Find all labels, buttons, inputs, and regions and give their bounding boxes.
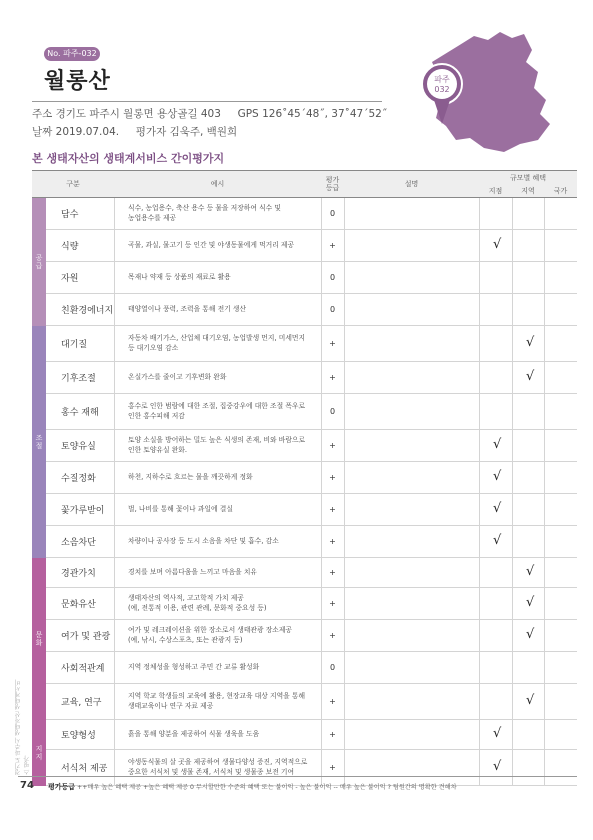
address-value: 경기도 파주시 월롱면 용상골길 403 [55,108,221,120]
column-divider [479,198,480,229]
benefit-check-region: √ [526,369,535,384]
column-divider [321,720,322,749]
date-value: 2019.07.04. [55,126,120,138]
column-divider [512,588,513,619]
description-cell [344,558,479,587]
column-divider [479,230,480,261]
grade-value: + [329,599,336,608]
table-row [46,394,577,430]
service-example [114,620,321,651]
column-divider [479,588,480,619]
benefit-check-point: √ [493,759,502,774]
table-row [46,588,577,620]
header-scope-region: 지역 [521,187,535,195]
map-marker-number: 032 [434,85,450,94]
page-title: 월롱산 [44,69,111,94]
column-divider [344,494,345,525]
service-name: 꽃가루받이 [61,506,105,516]
description-cell [344,494,479,525]
service-name: 친환경에너지 [61,306,114,316]
example-line: 인한 홍수피해 저감 [128,411,185,420]
table-row [46,750,577,786]
service-example [114,588,321,619]
column-divider [512,362,513,393]
benefit-check-region: √ [526,335,535,350]
description-cell [344,198,479,229]
gps-value: 126˚45´48˝, 37˚47´52˝ [262,108,388,120]
service-name: 자원 [61,274,79,284]
column-divider [512,620,513,651]
column-divider [114,684,115,719]
service-example [114,326,321,361]
column-divider [544,750,545,785]
column-divider [512,326,513,361]
service-name: 토양형성 [61,731,96,741]
service-example [114,362,321,393]
description-cell [344,394,479,429]
grade-value: 0 [329,407,336,416]
benefit-check-point: √ [493,533,502,548]
table-row [46,362,577,394]
location-map-icon [400,28,560,158]
benefit-check-region: √ [526,564,535,579]
column-divider [544,526,545,557]
column-divider [344,684,345,719]
column-divider [544,652,545,683]
service-example [114,394,321,429]
column-divider [114,198,115,229]
table-row [46,430,577,462]
column-divider [479,294,480,325]
column-divider [114,462,115,493]
service-name: 소음차단 [61,538,96,548]
entry-number-badge: No. 파주-032 [44,47,100,61]
service-name: 기후조절 [61,374,96,384]
evaluation-table [32,170,577,776]
header-grade [321,171,344,199]
column-divider [114,362,115,393]
column-divider [321,198,322,229]
table-row [46,558,577,588]
column-divider [512,558,513,587]
example-line: 생태자산의 역사적, 고고학적 가치 제공 [128,593,244,602]
column-divider [479,462,480,493]
service-example [114,198,321,229]
date-label: 날짜 [32,126,53,138]
example-line: 차량이나 공사장 등 도시 소음을 차단 및 흡수, 감소 [128,536,279,545]
benefit-check-region: √ [526,627,535,642]
legend-text: ++매우 높은 혜택 제공 +높은 혜택 제공 0 무시할만한 수준의 혜택 또는 불이익 - 높은 불이익 -- 매우 높은 불이익 ? 팀원간의 명확한 견해차 [77,784,457,791]
service-example [114,230,321,261]
table-row [46,230,577,262]
grade-value: + [329,339,336,348]
header-description: 설명 [404,180,419,189]
side-caption: 경기도 파주시 생태자산 생태계서비스 평가 [15,679,31,775]
date-line [32,124,237,139]
header-grade-line2: 등급 [325,184,340,192]
column-divider [114,588,115,619]
grade-value: + [329,241,336,250]
group-label-bar [32,558,46,720]
description-cell [344,620,479,651]
column-divider [321,494,322,525]
benefit-check-region: √ [526,693,535,708]
column-divider [512,294,513,325]
service-name: 담수 [61,210,79,220]
title-divider [32,101,382,102]
example-line: 흙을 통해 양분을 제공하여 식물 생육을 도움 [128,729,260,738]
grade-value: + [329,373,336,382]
description-cell [344,684,479,719]
column-divider [321,230,322,261]
benefit-check-region: √ [526,595,535,610]
grade-value: + [329,763,336,772]
grade-value: + [329,537,336,546]
column-divider [344,294,345,325]
page-number: 74 [20,780,34,791]
column-divider [344,620,345,651]
example-line: 곡물, 과실, 물고기 등 인간 및 야생동물에게 먹거리 제공 [128,240,295,249]
benefit-check-point: √ [493,501,502,516]
example-line: 지역 학교 학생들의 교육에 활용, 현장교육 대상 지역을 통해 [128,691,306,700]
benefit-check-point: √ [493,726,502,741]
column-divider [114,262,115,293]
table-row [46,684,577,720]
example-line: 야생동식물의 살 곳을 제공하여 생물다양성 증진, 지역적으로 [128,757,308,766]
column-divider [479,684,480,719]
table-row [46,198,577,230]
column-divider [512,494,513,525]
header-example: 예시 [210,180,225,189]
column-divider [544,262,545,293]
example-line: 식수, 농업용수, 축산 용수 등 물을 저장하여 식수 및 [128,203,281,212]
column-divider [544,588,545,619]
description-cell [344,362,479,393]
header-scope-nation: 국가 [553,187,568,195]
example-line: 온실가스를 줄이고 기후변화 완화 [128,372,227,381]
column-divider [344,462,345,493]
table-row [46,326,577,362]
column-divider [321,684,322,719]
header-category: 구분 [66,180,80,189]
service-example [114,684,321,719]
column-divider [512,430,513,461]
grade-value: + [329,631,336,640]
column-divider [479,262,480,293]
column-divider [114,750,115,785]
service-example [114,750,321,785]
grade-value: 0 [329,273,336,282]
gps-label: GPS [237,108,259,120]
column-divider [114,394,115,429]
description-cell [344,720,479,749]
column-divider [114,526,115,557]
table-row [46,462,577,494]
grade-value: + [329,730,336,739]
grade-value: + [329,697,336,706]
column-divider [544,198,545,229]
example-line: 경치를 보며 아름다움을 느끼고 마음을 치유 [128,567,257,576]
description-cell [344,230,479,261]
service-example [114,430,321,461]
column-divider [344,394,345,429]
column-divider [114,326,115,361]
column-divider [321,326,322,361]
table-row [46,494,577,526]
column-divider [479,652,480,683]
group-label: 공급 [35,254,43,270]
table-row [46,294,577,326]
column-divider [344,230,345,261]
description-cell [344,294,479,325]
service-name: 문화유산 [61,600,96,610]
table-row [46,720,577,750]
column-divider [321,558,322,587]
example-line: 등 대기오염 감소 [128,343,179,352]
column-divider [479,558,480,587]
column-divider [479,326,480,361]
column-divider [344,430,345,461]
header-scope: 규모별 혜택 [509,174,547,182]
column-divider [479,394,480,429]
column-divider [544,462,545,493]
example-line: 지역 정체성을 형성하고 주민 간 교류 활성화 [128,662,260,671]
example-line: 하천, 지하수로 흐르는 물을 깨끗하게 정화 [128,472,253,481]
column-divider [344,558,345,587]
description-cell [344,326,479,361]
service-example [114,652,321,683]
column-divider [321,526,322,557]
grade-value: + [329,441,336,450]
column-divider [321,394,322,429]
example-line: 생태교육이나 연구 자료 제공 [128,701,214,710]
example-line: 자동차 배기가스, 산업체 대기오염, 농업발생 먼지, 미세먼지 [128,333,306,342]
group-label: 문화 [35,631,43,647]
column-divider [344,720,345,749]
column-divider [479,430,480,461]
example-line: (예, 전통적 이용, 관련 관례, 문화적 중요성 등) [128,603,267,612]
column-divider [344,326,345,361]
description-cell [344,262,479,293]
column-divider [479,720,480,749]
example-line: 벌, 나비를 통해 꽃이나 과일에 결실 [128,504,233,513]
table-header [32,170,577,198]
description-cell [344,526,479,557]
column-divider [512,230,513,261]
service-example [114,526,321,557]
column-divider [321,588,322,619]
column-divider [344,750,345,785]
column-divider [544,326,545,361]
column-divider [479,362,480,393]
column-divider [479,750,480,785]
column-divider [512,750,513,785]
group-label-bar [32,326,46,558]
column-divider [321,294,322,325]
column-divider [321,262,322,293]
service-example [114,494,321,525]
example-line: (예, 낚시, 수상스포츠, 또는 관광지 등) [128,635,243,644]
column-divider [544,394,545,429]
column-divider [321,430,322,461]
column-divider [544,430,545,461]
service-example [114,558,321,587]
example-line: 중요한 서식처 및 생물 존재, 서식처 및 생물종 보전 기여 [128,767,295,776]
column-divider [544,230,545,261]
section-title: 본 생태자산의 생태계서비스 간이평가지 [32,152,225,165]
grade-value: + [329,473,336,482]
column-divider [512,198,513,229]
grade-legend [48,782,457,792]
column-divider [544,684,545,719]
benefit-check-point: √ [493,469,502,484]
column-divider [114,652,115,683]
evaluator-label: 평가자 [135,126,167,138]
example-line: 인한 토양유실 완화. [128,445,188,454]
column-divider [544,494,545,525]
column-divider [344,362,345,393]
table-row [46,620,577,652]
header-grade-line1: 평가 [325,176,340,185]
grade-value: + [329,505,336,514]
column-divider [479,494,480,525]
service-example [114,262,321,293]
column-divider [512,262,513,293]
column-divider [512,684,513,719]
example-line: 농업용수를 제공 [128,213,177,222]
column-divider [512,394,513,429]
column-divider [321,620,322,651]
column-divider [114,294,115,325]
service-name: 서식처 제공 [61,764,108,774]
column-divider [114,494,115,525]
column-divider [114,558,115,587]
group-label-bar [32,198,46,326]
grade-value: 0 [329,305,336,314]
map-marker-name: 파주 [434,75,450,84]
group-label: 조절 [35,434,43,450]
service-name: 홍수 재해 [61,408,99,418]
benefit-check-point: √ [493,437,502,452]
column-divider [544,720,545,749]
table-row [46,262,577,294]
column-divider [321,362,322,393]
column-divider [512,652,513,683]
description-cell [344,430,479,461]
address-line [32,106,387,121]
column-divider [344,652,345,683]
column-divider [114,620,115,651]
column-divider [114,720,115,749]
column-divider [544,558,545,587]
column-divider [544,294,545,325]
column-divider [344,588,345,619]
column-divider [512,526,513,557]
grade-value: + [329,568,336,577]
benefit-check-point: √ [493,237,502,252]
table-row [46,526,577,558]
description-cell [344,462,479,493]
column-divider [321,750,322,785]
example-line: 홍수로 인한 범람에 대한 조절, 집중강우에 대한 조절 폭우로 [128,401,306,410]
column-divider [544,620,545,651]
description-cell [344,750,479,785]
legend-label: 평가등급 [48,783,76,791]
grade-value: 0 [329,663,336,672]
service-name: 사회적관계 [61,664,105,674]
description-cell [344,588,479,619]
example-line: 목재나 약재 등 상품의 재료로 활용 [128,272,231,281]
column-divider [344,198,345,229]
column-divider [344,262,345,293]
column-divider [544,362,545,393]
service-name: 수질정화 [61,474,96,484]
column-divider [344,526,345,557]
group-label: 지지 [35,745,43,761]
example-line: 토양 소실을 방어하는 밀도 높은 식생의 존재, 비와 바람으로 [128,435,306,444]
service-name: 경관가치 [61,569,96,579]
service-name: 대기질 [61,340,88,350]
footer-divider [18,776,577,777]
column-divider [114,230,115,261]
service-name: 토양유실 [61,442,96,452]
table-row [46,652,577,684]
column-divider [479,526,480,557]
service-name: 교육, 연구 [61,698,102,708]
evaluator-value: 김욱주, 백원희 [169,126,238,138]
header-scope-point: 지점 [488,187,503,195]
column-divider [512,462,513,493]
service-example [114,462,321,493]
address-label: 주소 [32,108,53,120]
service-example [114,294,321,325]
example-line: 태양열이나 풍력, 조력을 통해 전기 생산 [128,304,247,313]
column-divider [479,620,480,651]
column-divider [321,462,322,493]
description-cell [344,652,479,683]
service-example [114,720,321,749]
column-divider [114,430,115,461]
service-name: 여가 및 관광 [61,632,111,642]
column-divider [321,652,322,683]
example-line: 여가 및 레크레이션을 위한 장소로서 생태관광 장소제공 [128,625,292,634]
column-divider [512,720,513,749]
grade-value: 0 [329,209,336,218]
service-name: 식량 [61,242,79,252]
